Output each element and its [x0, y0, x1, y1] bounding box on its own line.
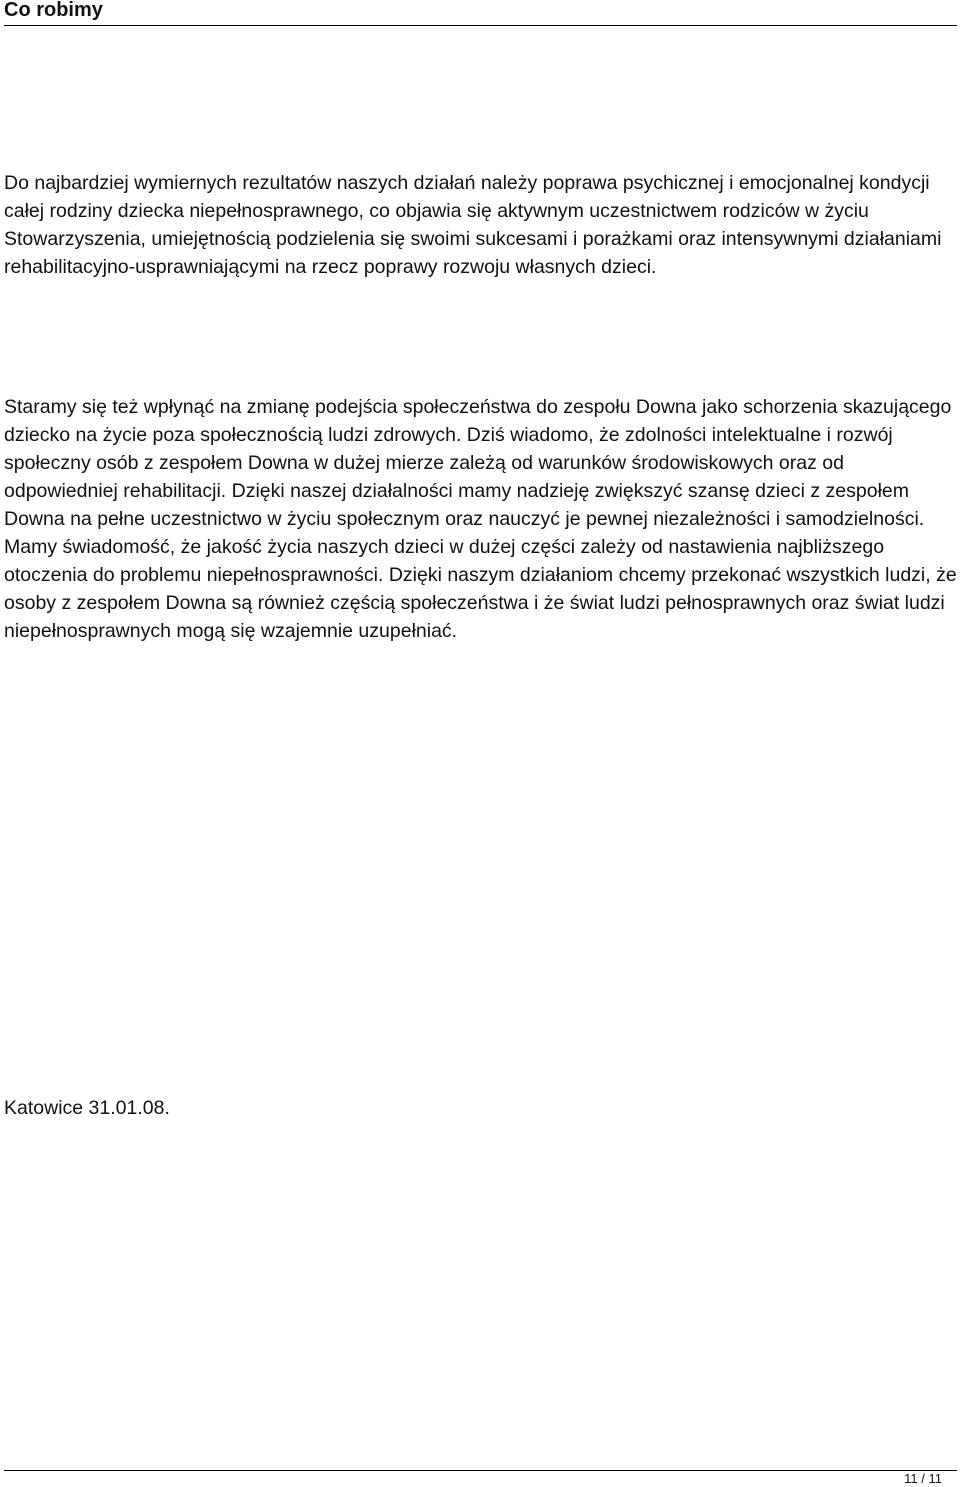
page-title: Co robimy [4, 0, 103, 21]
place-date-signoff: Katowice 31.01.08. [4, 1097, 170, 1119]
body-paragraph-goals: Staramy się też wpłynąć na zmianę podejścia społeczeństwa do zespołu Downa jako schorzenia skazującego dziecko na życie poza społecznością ludzi zdrowych. Dziś wiadomo, że zdolności intelektualne i rozwój społeczny osób z zespołem Downa w dużej mierze zależą od warunków środowiskowych oraz od odpowiedniej rehabilitacji. Dzięki naszej działalności mamy nadzieję zwiększyć szansę dzieci z zespołem Downa na pełne uczestnictwo w życiu społecznym oraz nauczyć je pewnej niezależności i samodzielności. Mamy świadomość, że jakość życia naszych dzieci w dużej części zależy od nastawienia najbliższego otoczenia do problemu niepełnosprawności. Dzięki naszym działaniom chcemy przekonać wszystkich ludzi, że osoby z zespołem Downa są również częścią społeczeństwa i że świat ludzi pełnosprawnych oraz świat ludzi niepełnosprawnych mogą się wzajemnie uzupełniać. [4, 396, 957, 642]
footer-divider [4, 1470, 957, 1471]
body-paragraph-results: Do najbardziej wymiernych rezultatów naszych działań należy poprawa psychicznej i emocjonalnej kondycji całej rodziny dziecka niepełnosprawnego, co objawia się aktywnym uczestnictwem rodziców w życiu Stowarzyszenia, umiejętnością podzielenia się swoimi sukcesami i porażkami oraz intensywnymi działaniami rehabilitacyjno-usprawniającymi na rzecz poprawy rozwoju własnych dzieci. [4, 172, 942, 278]
page-number: 11 / 11 [904, 1471, 942, 1486]
header-divider [4, 25, 957, 26]
